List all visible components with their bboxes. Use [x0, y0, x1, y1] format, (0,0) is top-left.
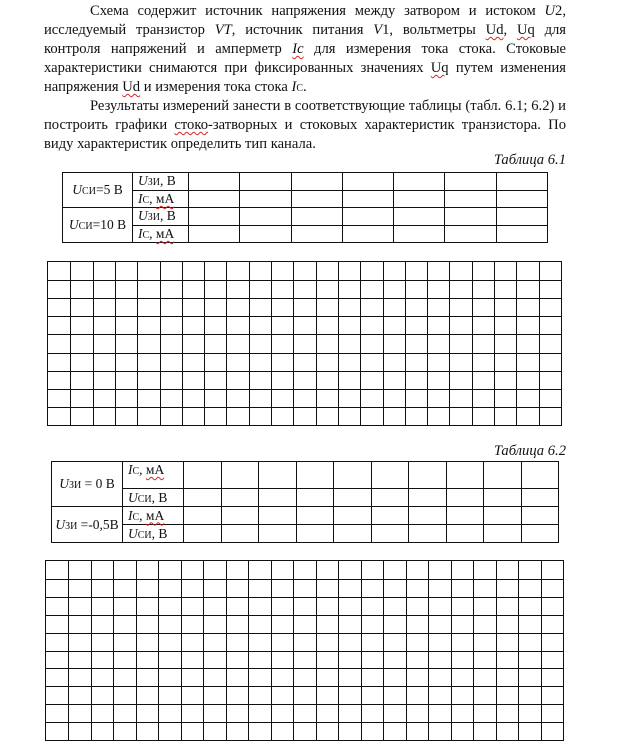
- grid-line-horizontal: [46, 722, 563, 723]
- row-label-uds: UСИ, В: [123, 489, 184, 507]
- table-6-2-caption: Таблица 6.2: [493, 443, 566, 459]
- data-cell[interactable]: [496, 190, 547, 208]
- grid-line-horizontal: [46, 597, 563, 598]
- table-row: [52, 462, 559, 489]
- data-cell[interactable]: [445, 225, 496, 243]
- row-label-ic: IС, мА: [123, 507, 184, 525]
- grid-line-vertical: [316, 262, 317, 425]
- grid-line-horizontal: [46, 651, 563, 652]
- data-cell[interactable]: [394, 190, 445, 208]
- grid-line-horizontal: [48, 280, 561, 281]
- table-row: [63, 190, 548, 208]
- data-cell[interactable]: [221, 489, 259, 507]
- grid-line-vertical: [160, 262, 161, 425]
- grid-line-horizontal: [48, 334, 561, 335]
- data-cell[interactable]: [334, 489, 372, 507]
- row-label-uds: UСИ, В: [123, 525, 184, 543]
- grid-line-horizontal: [48, 298, 561, 299]
- grid-line-horizontal: [48, 389, 561, 390]
- grid-line-vertical: [182, 262, 183, 425]
- graph-grid-transfer[interactable]: [47, 261, 562, 426]
- data-cell[interactable]: [291, 173, 342, 191]
- data-cell[interactable]: [484, 525, 522, 543]
- data-cell[interactable]: [291, 190, 342, 208]
- row-label-ugs: UЗИ, В: [133, 173, 189, 191]
- grid-line-horizontal: [48, 371, 561, 372]
- data-cell[interactable]: [409, 489, 447, 507]
- data-cell[interactable]: [371, 525, 409, 543]
- data-cell[interactable]: [371, 489, 409, 507]
- grid-line-vertical: [516, 262, 517, 425]
- instructions-paragraph: Результаты измерений занести в соответствующие таблицы (табл. 6.1; 6.2) и построить графики стоко-затворных и стоковых характеристик транзистора. По виду характеристик определить тип канала.: [44, 98, 566, 152]
- table-row: [63, 173, 548, 191]
- grid-line-vertical: [249, 262, 250, 425]
- grid-line-vertical: [115, 262, 116, 425]
- data-cell[interactable]: [342, 208, 393, 226]
- data-cell[interactable]: [342, 173, 393, 191]
- grid-line-horizontal: [46, 633, 563, 634]
- group-label-uds-10: UСИ=10 В: [63, 208, 133, 243]
- data-cell[interactable]: [184, 489, 222, 507]
- data-cell[interactable]: [189, 208, 240, 226]
- table-row: [52, 525, 559, 543]
- data-cell[interactable]: [342, 190, 393, 208]
- data-cell[interactable]: [409, 462, 447, 489]
- data-cell[interactable]: [291, 208, 342, 226]
- grid-line-vertical: [93, 262, 94, 425]
- data-cell[interactable]: [342, 225, 393, 243]
- data-cell[interactable]: [409, 507, 447, 525]
- grid-line-vertical: [427, 262, 428, 425]
- data-cell[interactable]: [334, 507, 372, 525]
- grid-line-vertical: [360, 262, 361, 425]
- grid-line-vertical: [494, 262, 495, 425]
- grid-line-horizontal: [48, 407, 561, 408]
- data-cell[interactable]: [240, 173, 291, 191]
- data-cell[interactable]: [184, 462, 222, 489]
- data-cell[interactable]: [394, 208, 445, 226]
- intro-paragraph: Схема содержит источник напряжения между затвором и истоком U2, исследуемый транзистор VT, источник питания V1, вольтметры Ud, Uq для контроля напряжений и амперметр Ic для измерения тока стока. Стоковые характеристики снимаются при фиксированных значениях Uq путем изменения напряжения Ud и измерения тока стока IC.: [44, 3, 566, 95]
- grid-line-vertical: [383, 262, 384, 425]
- data-cell[interactable]: [371, 507, 409, 525]
- data-cell[interactable]: [221, 525, 259, 543]
- data-cell[interactable]: [189, 173, 240, 191]
- data-cell[interactable]: [296, 489, 334, 507]
- data-cell[interactable]: [446, 507, 484, 525]
- table-6-2: [51, 461, 559, 543]
- data-cell[interactable]: [259, 525, 297, 543]
- data-cell[interactable]: [240, 208, 291, 226]
- group-label-uds-5: UСИ=5 В: [63, 173, 133, 208]
- table-row: [63, 225, 548, 243]
- data-cell[interactable]: [521, 507, 559, 525]
- data-cell[interactable]: [371, 462, 409, 489]
- grid-line-vertical: [271, 262, 272, 425]
- table-row: [63, 208, 548, 226]
- table-6-1-caption: Таблица 6.1: [493, 152, 566, 168]
- data-cell[interactable]: [521, 462, 559, 489]
- data-cell[interactable]: [445, 208, 496, 226]
- data-cell[interactable]: [484, 489, 522, 507]
- row-label-ugs: UЗИ, В: [133, 208, 189, 226]
- data-cell[interactable]: [496, 173, 547, 191]
- data-cell[interactable]: [240, 225, 291, 243]
- data-cell[interactable]: [445, 190, 496, 208]
- row-label-ic: IС, мА: [123, 462, 184, 489]
- data-cell[interactable]: [521, 525, 559, 543]
- grid-line-vertical: [449, 262, 450, 425]
- data-cell[interactable]: [496, 208, 547, 226]
- group-label-ugs-neg05: UЗИ =-0,5В: [52, 507, 123, 543]
- grid-line-horizontal: [46, 615, 563, 616]
- grid-line-vertical: [70, 262, 71, 425]
- data-cell[interactable]: [189, 225, 240, 243]
- data-cell[interactable]: [259, 507, 297, 525]
- table-row: [52, 507, 559, 525]
- data-cell[interactable]: [446, 462, 484, 489]
- group-label-ugs-0: UЗИ = 0 В: [52, 462, 123, 507]
- grid-line-horizontal: [48, 353, 561, 354]
- data-cell[interactable]: [394, 225, 445, 243]
- row-label-ic: IС, мА: [133, 225, 189, 243]
- data-cell[interactable]: [221, 507, 259, 525]
- data-cell[interactable]: [496, 225, 547, 243]
- data-cell[interactable]: [445, 173, 496, 191]
- grid-line-horizontal: [46, 579, 563, 580]
- table-row: [52, 489, 559, 507]
- grid-line-horizontal: [46, 668, 563, 669]
- grid-line-vertical: [539, 262, 540, 425]
- graph-grid-output[interactable]: [45, 560, 564, 741]
- data-cell[interactable]: [184, 525, 222, 543]
- grid-line-vertical: [226, 262, 227, 425]
- grid-line-horizontal: [46, 704, 563, 705]
- grid-line-horizontal: [48, 316, 561, 317]
- data-cell[interactable]: [259, 462, 297, 489]
- grid-line-vertical: [472, 262, 473, 425]
- data-cell[interactable]: [446, 525, 484, 543]
- data-cell[interactable]: [484, 507, 522, 525]
- grid-line-vertical: [338, 262, 339, 425]
- data-cell[interactable]: [184, 507, 222, 525]
- data-cell[interactable]: [296, 507, 334, 525]
- grid-line-vertical: [293, 262, 294, 425]
- data-cell[interactable]: [334, 525, 372, 543]
- data-cell[interactable]: [484, 462, 522, 489]
- grid-line-horizontal: [46, 686, 563, 687]
- grid-line-vertical: [204, 262, 205, 425]
- row-label-ic: IС, мА: [133, 190, 189, 208]
- data-cell[interactable]: [221, 462, 259, 489]
- grid-line-vertical: [405, 262, 406, 425]
- grid-line-vertical: [137, 262, 138, 425]
- data-cell[interactable]: [409, 525, 447, 543]
- data-cell[interactable]: [334, 462, 372, 489]
- data-cell[interactable]: [446, 489, 484, 507]
- data-cell[interactable]: [259, 489, 297, 507]
- data-cell[interactable]: [291, 225, 342, 243]
- data-cell[interactable]: [296, 525, 334, 543]
- data-cell[interactable]: [521, 489, 559, 507]
- data-cell[interactable]: [394, 173, 445, 191]
- table-6-1: [62, 172, 548, 243]
- data-cell[interactable]: [189, 190, 240, 208]
- data-cell[interactable]: [296, 462, 334, 489]
- data-cell[interactable]: [240, 190, 291, 208]
